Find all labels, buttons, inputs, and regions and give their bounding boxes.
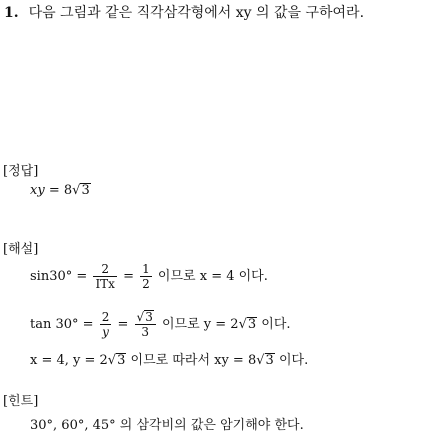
equals-sign: = (82, 317, 94, 332)
fraction-1 (93, 262, 117, 291)
hint-text: 30°, 60°, 45° 의 삼각비의 값은 암기해야 한다. (30, 418, 304, 433)
line3-b: 이므로 따라서 xy = 8 (130, 353, 257, 368)
numerator: 2 (101, 262, 110, 276)
equals-sign: = (76, 269, 88, 284)
sqrt-sign: √ (238, 317, 247, 332)
denominator: ITx (95, 277, 115, 291)
fraction-4 (135, 310, 156, 339)
denominator: 2 (142, 277, 150, 291)
equals-sign: = (117, 317, 129, 332)
answer-coef: 8 (63, 183, 73, 198)
solution-line-1 (30, 262, 268, 291)
numerator (135, 310, 156, 324)
question-number: 1. (4, 5, 19, 21)
radicand: 3 (265, 353, 274, 368)
fraction-3 (100, 310, 112, 339)
solution-label: [해설] (3, 242, 39, 257)
tan-lhs: tan 30° (30, 317, 79, 332)
numerator: 2 (101, 310, 110, 324)
sqrt-sign: √ (72, 183, 81, 198)
sqrt-sign: √ (256, 353, 265, 368)
line2-tail-a: 이므로 y = 2 (161, 317, 239, 332)
answer-lhs: xy (30, 183, 45, 198)
line2-tail-b: 이다. (261, 317, 291, 332)
radicand: 3 (145, 310, 153, 324)
fraction-2 (140, 262, 152, 291)
solution-line-3 (30, 349, 308, 368)
hint-label: [힌트] (3, 394, 39, 409)
line3-a: x = 4, y = 2 (30, 353, 108, 368)
equals-sign: = (123, 269, 134, 284)
line1-tail: 이므로 x = 4 이다. (157, 269, 268, 284)
sin-lhs: sin30° (30, 269, 73, 284)
answer-label: [정답] (3, 164, 39, 179)
numerator: 1 (142, 262, 150, 276)
answer-expression (30, 183, 91, 198)
radicand: 3 (117, 353, 126, 368)
sqrt-sign: √ (136, 310, 145, 324)
sqrt-sign: √ (107, 353, 117, 368)
radicand: 3 (247, 317, 257, 332)
denominator: 3 (135, 324, 156, 339)
question-text: 다음 그림과 같은 직각삼각형에서 xy 의 값을 구하여라. (28, 5, 365, 21)
answer-eq: = (48, 183, 60, 198)
answer-radicand: 3 (81, 183, 90, 198)
question (4, 2, 364, 22)
denominator: y (100, 324, 112, 339)
solution-line-2 (30, 310, 291, 339)
line3-c: 이다. (278, 353, 309, 368)
